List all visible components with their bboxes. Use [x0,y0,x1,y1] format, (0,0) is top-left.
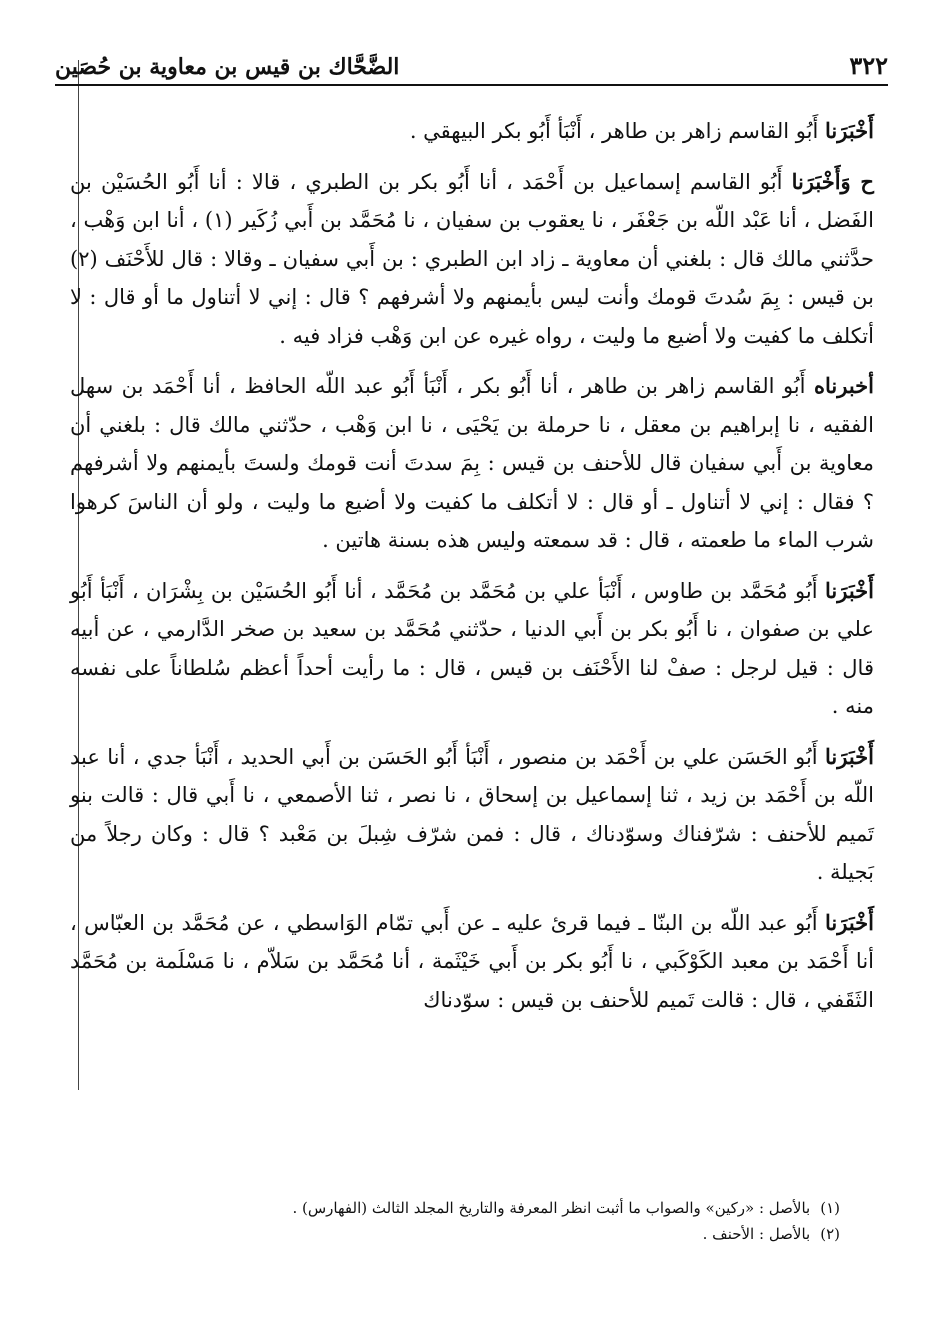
narration-keyword: أَخْبَرَنا [825,743,874,769]
paragraph-text: أَبُو القاسم زاهر بن طاهر ، أَنْبَأ أَبُو بكر البيهقي . [409,119,819,143]
paragraph [70,367,874,560]
footnote [150,1195,840,1221]
footnote [150,1221,840,1247]
page-header [55,40,888,86]
narration-keyword: أَخْبَرَنا [825,909,874,935]
narration-keyword: أَخْبَرَنا [825,118,874,143]
paragraph [70,904,874,1020]
paragraph [70,112,874,151]
footnote-number: (١) [820,1199,840,1217]
paragraph [70,572,874,726]
narration-keyword: ح وَأَخْبَرَنا [791,168,874,194]
paragraph-text: أَبُو القاسم إسماعيل بن أَحْمَد ، أنا أَبُو بكر بن الطبري ، قالا : أنا أَبُو الحُسَيْن بن الفَضل ، أنا عَبْد اللّه بن جَعْفَر ، نا يعقوب بن سفيان ، نا مُحَمَّد بن أَبي زُكَير (١) ، أنا ابن وَهْب ، حدَّثني مالك قال : بلغني أن معاوية ـ زاد ابن الطبري : بن أَبي سفيان ـ وقالا : قال للأَحْنَف (٢) بن قيس : بِمَ سُدتَ قومك وأنت ليس بأيمنهم ولا أشرفهم ؟ قال : إني لا أتناول ما أو قال : لا أتكلف ما كفيت ولا أضيع ما وليت ، رواه غيره عن ابن وَهْب فزاد فيه . [70,169,874,348]
running-title: الضَّحَّاك بن قيس بن معاوية بن حُصَين [55,54,400,80]
narration-keyword: أخبرناه [813,373,874,398]
footnote-text: بالأصل : الأحنف . [702,1225,811,1243]
paragraph-text: أَبُو مُحَمَّد بن طاوس ، أَنْبَأ علي بن مُحَمَّد بن مُحَمَّد ، أنا أَبُو الحُسَيْن بن بِشْرَان ، أَنْبَأ أَبُو علي بن صفوان ، نا أَبُو بكر بن أَبي الدنيا ، حدّثني مُحَمَّد بن سعيد بن صخر الدَّارمي ، عن أبيه قال : قيل لرجل : صفْ لنا الأَحْنَف بن قيس ، قال : ما رأيت أحداً أعظم سُلطاناً على نفسه منه . [70,578,874,718]
paragraph [70,163,874,356]
narration-keyword: أَخْبَرَنا [825,577,874,603]
main-text [70,112,874,1031]
paragraph [70,738,874,892]
paragraph-text: أَبُو عبد اللّه بن البنّا ـ فيما قرئ عليه ـ عن أَبي تمّام الوَاسطي ، عن مُحَمَّد بن العبّاس ، أنا أَحْمَد بن معبد الكَوْكَبي ، نا أَبُو بكر بن أَبي خَيْثَمة ، أنا مُحَمَّد بن سَلاّم ، نا مَسْلَمة بن مُحَمَّد الثَقَفي ، قال : قالت تَميم للأحنف بن قيس : سوّدناك [70,910,874,1012]
footnote-text: بالأصل : «ركين» والصواب ما أثبت انظر المعرفة والتاريخ المجلد الثالث (الفهارس) . [292,1199,811,1217]
footnote-number: (٢) [820,1225,840,1243]
footnotes [150,1195,840,1247]
paragraph-text: أَبُو الحَسَن علي بن أَحْمَد بن منصور ، أَنْبَأ أَبُو الحَسَن بن أَبي الحديد ، أَنْبَأ جدي ، أنا عبد اللّه بن أَحْمَد بن زيد ، ثنا إسماعيل بن إسحاق ، نا نصر ، ثنا الأصمعي ، نا أَبي قال : قالت بنو تَميم للأحنف : شرّفناك وسوّدناك ، قال : فمن شرّف شِبلَ بن مَعْبد ؟ قال : وكان رجلاً من بَجيلة . [70,744,874,884]
page-number: ٣٢٢ [849,51,888,80]
paragraph-text: أَبُو القاسم زاهر بن طاهر ، أنا أَبُو بكر ، أَنْبَأ أَبُو عبد اللّه الحافظ ، أنا أَحْمَد بن سهل الفقيه ، نا إبراهيم بن معقل ، نا حرملة بن يَحْيَى ، نا ابن وَهْب ، حدّثني مالك قال : بلغني أن معاوية بن أَبي سفيان قال للأحنف بن قيس : بِمَ سدتَ أنت قومك ولستَ بأيمنهم ولا أشرفهم ؟ فقال : إني لا أتناول ـ أو قال : لا أتكلف ما كفيت ولا أضيع ما وليت ، ولو أن الناسَ كرهوا شرب الماء ما طعمته ، قال : قد سمعته وليس هذه بسنة هاتين . [70,374,874,552]
